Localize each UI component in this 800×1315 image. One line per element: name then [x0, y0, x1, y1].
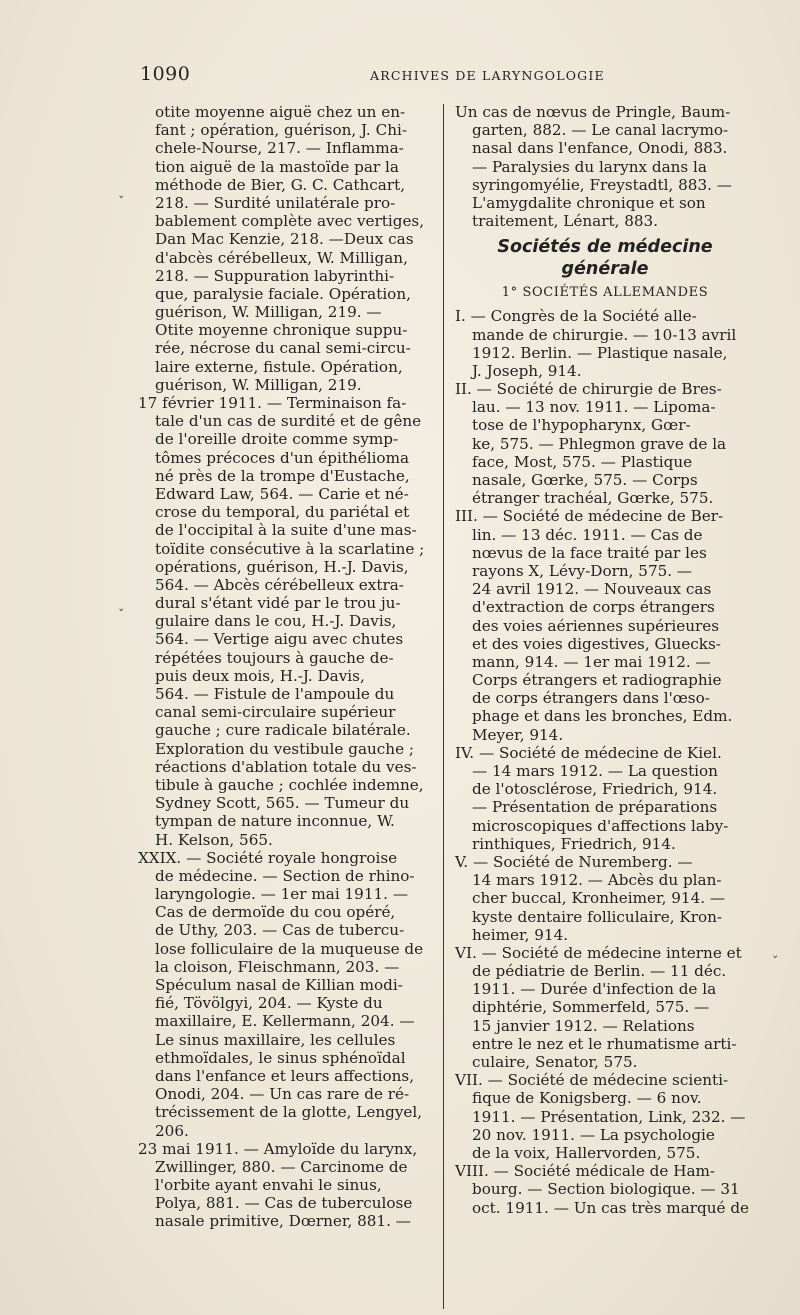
text-line: de Uthy, 203. — Cas de tubercu-	[155, 921, 405, 940]
subsection-heading: 1° SOCIÉTÉS ALLEMANDES	[501, 285, 709, 301]
text-line: Meyer, 914.	[472, 725, 564, 744]
text-line: VIII. — Société médicale de Ham-	[455, 1162, 716, 1181]
text-line: 1912. Berlin. — Plastique nasale,	[472, 343, 728, 362]
text-line: Corps étrangers et radiographie	[472, 671, 722, 690]
text-line: fié, Tövölgyi, 204. — Kyste du	[155, 994, 383, 1013]
text-line: Zwillinger, 880. — Carcinome de	[155, 1157, 408, 1176]
text-line: mann, 914. — 1er mai 1912. —	[472, 652, 711, 671]
text-line: V. — Société de Nuremberg. —	[455, 852, 693, 871]
text-line: — Paralysies du larynx dans la	[472, 157, 707, 176]
text-line: nasal dans l'enfance, Onodi, 883.	[472, 139, 728, 158]
text-line: culaire, Senator, 575.	[472, 1053, 638, 1071]
text-line: et des voies digestives, Gluecks-	[472, 634, 721, 653]
text-line: Edward Law, 564. — Carie et né-	[155, 484, 409, 503]
text-line: que, paralysie faciale. Opération,	[155, 284, 411, 303]
text-line: Polya, 881. — Cas de tuberculose	[155, 1194, 413, 1213]
text-line: maxillaire, E. Kellermann, 204. —	[155, 1012, 415, 1031]
running-title: ARCHIVES DE LARYNGOLOGIE	[370, 68, 605, 83]
section-heading-line-1: Sociétés de médecine	[497, 237, 713, 258]
text-line: 15 janvier 1912. — Relations	[472, 1016, 695, 1035]
text-line: syringomyélie, Freystadtl, 883. —	[472, 175, 732, 194]
text-line: heimer, 914.	[472, 925, 569, 944]
text-line: toïdite consécutive à la scarlatine ;	[155, 539, 425, 558]
text-line: Exploration du vestibule gauche ;	[155, 739, 415, 758]
right-column-top-text	[455, 103, 755, 230]
text-line: dans l'enfance et leurs affections,	[155, 1066, 415, 1085]
text-line: otite moyenne aiguë chez un en-	[155, 103, 406, 121]
text-line: garten, 882. — Le canal lacrymo-	[472, 121, 729, 140]
text-line: nasale primitive, Dœrner, 881. —	[155, 1212, 411, 1231]
text-line: 17 février 1911. — Terminaison fa-	[138, 394, 407, 412]
text-line: de corps étrangers dans l'œso-	[472, 689, 710, 708]
text-line: de médecine. — Section de rhino-	[155, 866, 415, 885]
text-line: entre le nez et le rhumatisme arti-	[472, 1034, 737, 1053]
text-line: 564. — Abcès cérébelleux extra-	[155, 575, 404, 594]
text-line: nœvus de la face traité par les	[472, 543, 707, 562]
text-line: L'amygdalite chronique et son	[472, 193, 706, 212]
text-line: étranger trachéal, Gœrke, 575.	[472, 489, 714, 508]
right-column-entries	[455, 307, 755, 1216]
text-line: 20 nov. 1911. — La psychologie	[472, 1125, 715, 1144]
text-line: VII. — Société de médecine scienti-	[455, 1071, 729, 1090]
text-line: mande de chirurgie. — 10-13 avril	[472, 325, 737, 344]
text-line: I. — Congrès de la Société alle-	[455, 307, 697, 326]
text-line: Onodi, 204. — Un cas rare de ré-	[155, 1085, 410, 1104]
text-line: l'orbite ayant envahi le sinus,	[155, 1176, 382, 1195]
text-line: 218. — Surdité unilatérale pro-	[155, 193, 396, 212]
text-line: II. — Société de chirurgie de Bres-	[455, 380, 722, 399]
text-line: chele-Nourse, 217. — Inflamma-	[155, 139, 404, 158]
text-line: VI. — Société de médecine interne et	[455, 943, 742, 962]
margin-mark: ˇ	[118, 195, 125, 210]
text-line: ke, 575. — Phlegmon grave de la	[472, 434, 727, 453]
text-line: méthode de Bier, G. C. Cathcart,	[155, 175, 406, 194]
text-line: gulaire dans le cou, H.-J. Davis,	[155, 612, 397, 631]
text-line: rayons X, Lévy-Dorn, 575. —	[472, 561, 693, 580]
text-line: traitement, Lénart, 883.	[472, 212, 659, 231]
text-line: H. Kelson, 565.	[155, 830, 273, 849]
text-line: Otite moyenne chronique suppu-	[155, 321, 408, 340]
text-line: rée, nécrose du canal semi-circu-	[155, 339, 411, 358]
page-number: 1090	[140, 63, 191, 85]
text-line: fant ; opération, guérison, J. Chi-	[155, 121, 407, 140]
margin-mark: ˇ	[772, 955, 779, 970]
text-line: crose du temporal, du pariétal et	[155, 503, 410, 522]
text-line: de l'oreille droite comme symp-	[155, 430, 399, 449]
text-line: des voies aériennes supérieures	[472, 616, 720, 635]
text-line: — 14 mars 1912. — La question	[472, 762, 718, 780]
text-line: tion aiguë de la mastoïde par la	[155, 157, 399, 176]
margin-mark: ˇ	[118, 608, 125, 623]
text-line: 23 mai 1911. — Amyloïde du larynx,	[138, 1139, 418, 1158]
text-line: Cas de dermoïde du cou opéré,	[155, 903, 396, 922]
text-line: d'abcès cérébelleux, W. Milligan,	[155, 248, 408, 267]
text-line: 14 mars 1912. — Abcès du plan-	[472, 871, 722, 890]
text-line: J. Joseph, 914.	[472, 361, 582, 380]
text-line: d'extraction de corps étrangers	[472, 598, 715, 617]
text-line: 206.	[155, 1121, 189, 1140]
text-line: bablement complète avec vertiges,	[155, 212, 425, 231]
text-line: Spéculum nasal de Killian modi-	[155, 976, 403, 994]
page-header	[140, 63, 660, 87]
text-line: ethmoïdales, le sinus sphénoïdal	[155, 1048, 406, 1067]
text-line: III. — Société de médecine de Ber-	[455, 507, 724, 526]
text-line: réactions d'ablation totale du ves-	[155, 757, 417, 776]
text-line: tose de l'hypopharynx, Gœr-	[472, 416, 691, 435]
text-line: guérison, W. Milligan, 219. —	[155, 303, 382, 322]
text-line: 24 avril 1912. — Nouveaux cas	[472, 580, 712, 599]
text-line: Le sinus maxillaire, les cellules	[155, 1030, 396, 1049]
text-line: face, Most, 575. — Plastique	[472, 452, 693, 471]
text-line: laire externe, fistule. Opération,	[155, 357, 403, 376]
text-line: fique de Konigsberg. — 6 nov.	[472, 1089, 702, 1108]
text-line: 1911. — Durée d'infection de la	[472, 980, 717, 999]
text-line: nasale, Gœrke, 575. — Corps	[472, 471, 698, 489]
text-line: kyste dentaire folliculaire, Kron-	[472, 907, 723, 926]
text-line: bourg. — Section biologique. — 31	[472, 1180, 740, 1199]
text-line: IV. — Société de médecine de Kiel.	[455, 743, 722, 762]
text-line: la cloison, Fleischmann, 203. —	[155, 957, 400, 976]
text-line: né près de la trompe d'Eustache,	[155, 466, 410, 485]
text-line: lau. — 13 nov. 1911. — Lipoma-	[472, 398, 716, 417]
text-line: laryngologie. — 1er mai 1911. —	[155, 885, 409, 904]
text-line: de l'occipital à la suite d'une mas-	[155, 521, 417, 540]
text-line: 564. — Vertige aigu avec chutes	[155, 630, 404, 649]
text-line: de l'otosclérose, Friedrich, 914.	[472, 780, 718, 799]
text-line: Dan Mac Kenzie, 218. —Deux cas	[155, 230, 414, 249]
text-line: de pédiatrie de Berlin. — 11 déc.	[472, 962, 727, 981]
text-line: tômes précoces d'un épithélioma	[155, 448, 410, 467]
text-line: guérison, W. Milligan, 219.	[155, 375, 362, 394]
text-line: dural s'étant vidé par le trou ju-	[155, 594, 401, 613]
right-column	[455, 103, 755, 1217]
left-column	[138, 103, 430, 1231]
text-line: Sydney Scott, 565. — Tumeur du	[155, 794, 410, 813]
text-line: lin. — 13 déc. 1911. — Cas de	[472, 525, 703, 544]
text-line: XXIX. — Société royale hongroise	[138, 848, 398, 867]
text-line: canal semi-circulaire supérieur	[155, 703, 396, 722]
text-line: 564. — Fistule de l'ampoule du	[155, 685, 395, 703]
text-line: de la voix, Hallervorden, 575.	[472, 1143, 701, 1162]
text-line: 1911. — Présentation, Link, 232. —	[472, 1107, 746, 1126]
column-divider	[443, 104, 444, 1309]
text-line: trécissement de la glotte, Lengyel,	[155, 1103, 423, 1122]
text-line: 218. — Suppuration labyrinthi-	[155, 266, 395, 285]
text-line: lose folliculaire de la muqueuse de	[155, 939, 424, 958]
text-line: cher buccal, Kronheimer, 914. —	[472, 889, 726, 908]
text-line: — Présentation de préparations	[472, 798, 718, 817]
text-line: phage et dans les bronches, Edm.	[472, 707, 733, 726]
text-line: tale d'un cas de surdité et de gêne	[155, 412, 422, 431]
text-line: tympan de nature inconnue, W.	[155, 812, 395, 831]
text-line: oct. 1911. — Un cas très marqué de	[472, 1198, 750, 1217]
text-line: puis deux mois, H.-J. Davis,	[155, 666, 365, 685]
section-heading-line-2: générale	[561, 259, 649, 280]
text-line: répétées toujours à gauche de-	[155, 648, 394, 667]
text-line: gauche ; cure radicale bilatérale.	[155, 721, 411, 740]
text-line: diphtérie, Sommerfeld, 575. —	[472, 998, 710, 1017]
text-line: Un cas de nœvus de Pringle, Baum-	[455, 103, 731, 121]
text-line: tibule à gauche ; cochlée indemne,	[155, 775, 424, 794]
text-line: microscopiques d'affections laby-	[472, 816, 729, 835]
text-line: rinthiques, Friedrich, 914.	[472, 834, 676, 853]
text-line: opérations, guérison, H.-J. Davis,	[155, 557, 409, 576]
